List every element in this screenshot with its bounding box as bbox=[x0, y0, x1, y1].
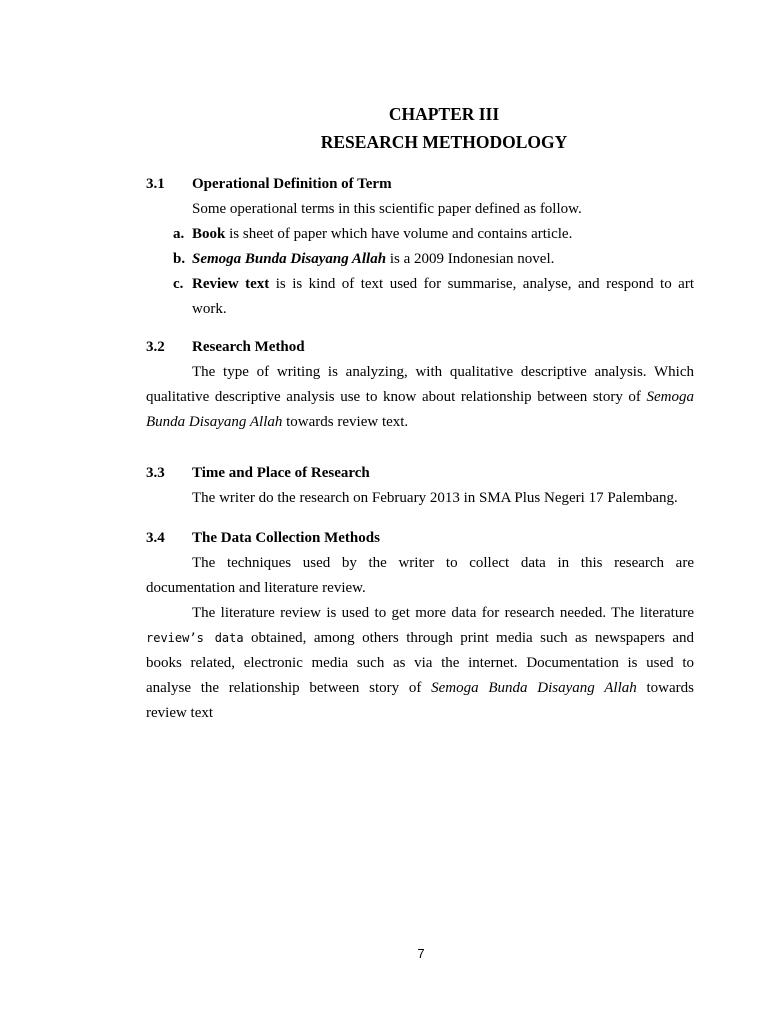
section-number: 3.3 bbox=[146, 465, 165, 481]
list-marker: c. bbox=[173, 276, 184, 292]
section-number: 3.2 bbox=[146, 339, 165, 355]
paragraph-line: The literature review is used to get more data for research needed. The literature bbox=[192, 605, 694, 621]
list-marker: a. bbox=[173, 226, 185, 242]
paragraph-line: analyse the relationship between story of Semoga Bunda Disayang Allah towards bbox=[146, 680, 694, 696]
section-heading: Operational Definition of Term bbox=[192, 176, 392, 192]
section-number: 3.1 bbox=[146, 176, 165, 192]
list-item bbox=[192, 274, 694, 294]
list-item bbox=[192, 249, 554, 269]
list-item-term: Review text bbox=[192, 276, 270, 292]
paragraph-line: The techniques used by the writer to collect data in this research are bbox=[192, 555, 694, 571]
chapter-title: RESEARCH METHODOLOGY bbox=[320, 132, 568, 152]
paragraph-line: qualitative descriptive analysis use to know about relationship between story of Semoga bbox=[146, 389, 694, 405]
section-number: 3.4 bbox=[146, 530, 165, 546]
list-marker: b. bbox=[173, 251, 186, 267]
paragraph-line: review text bbox=[146, 705, 214, 721]
paragraph-line: review’s data obtained, among others through print media such as newspapers and bbox=[146, 630, 695, 646]
paragraph-line: The writer do the research on February 2013 in SMA Plus Negeri 17 Palembang. bbox=[192, 490, 678, 506]
paragraph-line: Bunda Disayang Allah towards review text. bbox=[146, 414, 409, 430]
list-item bbox=[192, 224, 572, 244]
paragraph-line: documentation and literature review. bbox=[146, 580, 366, 596]
list-item-text: is is kind of text used for summarise, analyse, and respond to art bbox=[269, 276, 694, 292]
section-heading: The Data Collection Methods bbox=[192, 530, 380, 546]
paragraph-line: The type of writing is analyzing, with qualitative descriptive analysis. Which bbox=[192, 364, 694, 380]
list-item-continuation: work. bbox=[192, 301, 227, 317]
section-heading: Research Method bbox=[192, 339, 305, 355]
section-heading: Time and Place of Research bbox=[192, 465, 370, 481]
list-item-text: is sheet of paper which have volume and contains article. bbox=[225, 226, 573, 242]
chapter-label: CHAPTER III bbox=[388, 104, 500, 124]
section-intro: Some operational terms in this scientific paper defined as follow. bbox=[192, 201, 582, 217]
page-number: 7 bbox=[417, 946, 425, 961]
list-item-text: is a 2009 Indonesian novel. bbox=[386, 251, 555, 267]
list-item-term: Book bbox=[192, 226, 226, 242]
list-item-term: Semoga Bunda Disayang Allah bbox=[192, 251, 387, 267]
paragraph-line: books related, electronic media such as via the internet. Documentation is used to bbox=[146, 655, 694, 671]
